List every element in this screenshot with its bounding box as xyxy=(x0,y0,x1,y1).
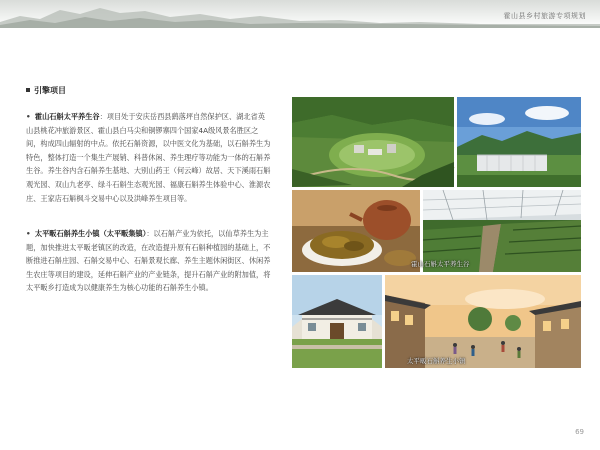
greenhouse-landscape-photo xyxy=(457,97,581,187)
project-name: 霍山石斛太平养生谷 xyxy=(34,112,100,121)
traditional-building-render xyxy=(292,275,382,368)
project-description: ：项目处于安庆岳西县鹞落坪自然保护区、湖北省英山县桃花冲旅游景区、霍山县白马尖和铜锣寨四个国家4A级风景名胜区之间，构成四山辐射的中点。依托石斛资源，以中医文化为基础，以石斛养生为特色，整体打造一个集生产展销、科普休闲、养生理疗等功能为一体的石斛养生谷。养生谷内含石斛养生基地、大别山药王（何云峰）故居、天下溪雨石斛观光园、双山九老亭、绿斗石斛生态观光园、福康石斛养生体验中心、淮源农庄、王家店石斛枫斗交易中心以及洪峰养生项目等。 xyxy=(26,112,271,203)
project-name: 太平畈石斛养生小镇（太平畈集镇） xyxy=(34,229,147,238)
project-paragraph-town xyxy=(26,227,271,295)
project-paragraph-valley xyxy=(26,110,271,205)
aerial-valley-photo xyxy=(292,97,454,187)
greenhouse-interior-photo xyxy=(411,190,581,272)
town-street-render xyxy=(385,275,581,368)
header-banner xyxy=(0,0,600,28)
bullet-icon: • xyxy=(26,112,31,121)
document-title: 霍山县乡村旅游专项规划 xyxy=(503,12,586,20)
page-number: 69 xyxy=(575,428,584,436)
project-description: ：以石斛产业为依托，以仙草养生为主题，加快推进太平畈老镇区的改造，在改造提升原有石斛种植园的基础上，不断推进石斛庄园、石斛交易中心、石斛景观长廊、养生主题休闲街区、休闲养生农庄等项目的建设，延伸石斛产业的产业链条，提升石斛产业的附加值，将太平畈乡打造成为以健康养生为核心功能的石斛养生小镇。 xyxy=(26,229,271,293)
bullet-icon: • xyxy=(26,229,31,238)
town-photo-caption: 太平畈石斛养生小镇 xyxy=(407,357,466,365)
dendrobium-tea-photo xyxy=(292,190,420,272)
section-title: 引擎项目 xyxy=(34,86,66,95)
square-bullet-icon xyxy=(26,88,30,92)
section-heading xyxy=(26,85,66,96)
valley-photo-caption: 霍山石斛太平养生谷 xyxy=(411,260,470,268)
